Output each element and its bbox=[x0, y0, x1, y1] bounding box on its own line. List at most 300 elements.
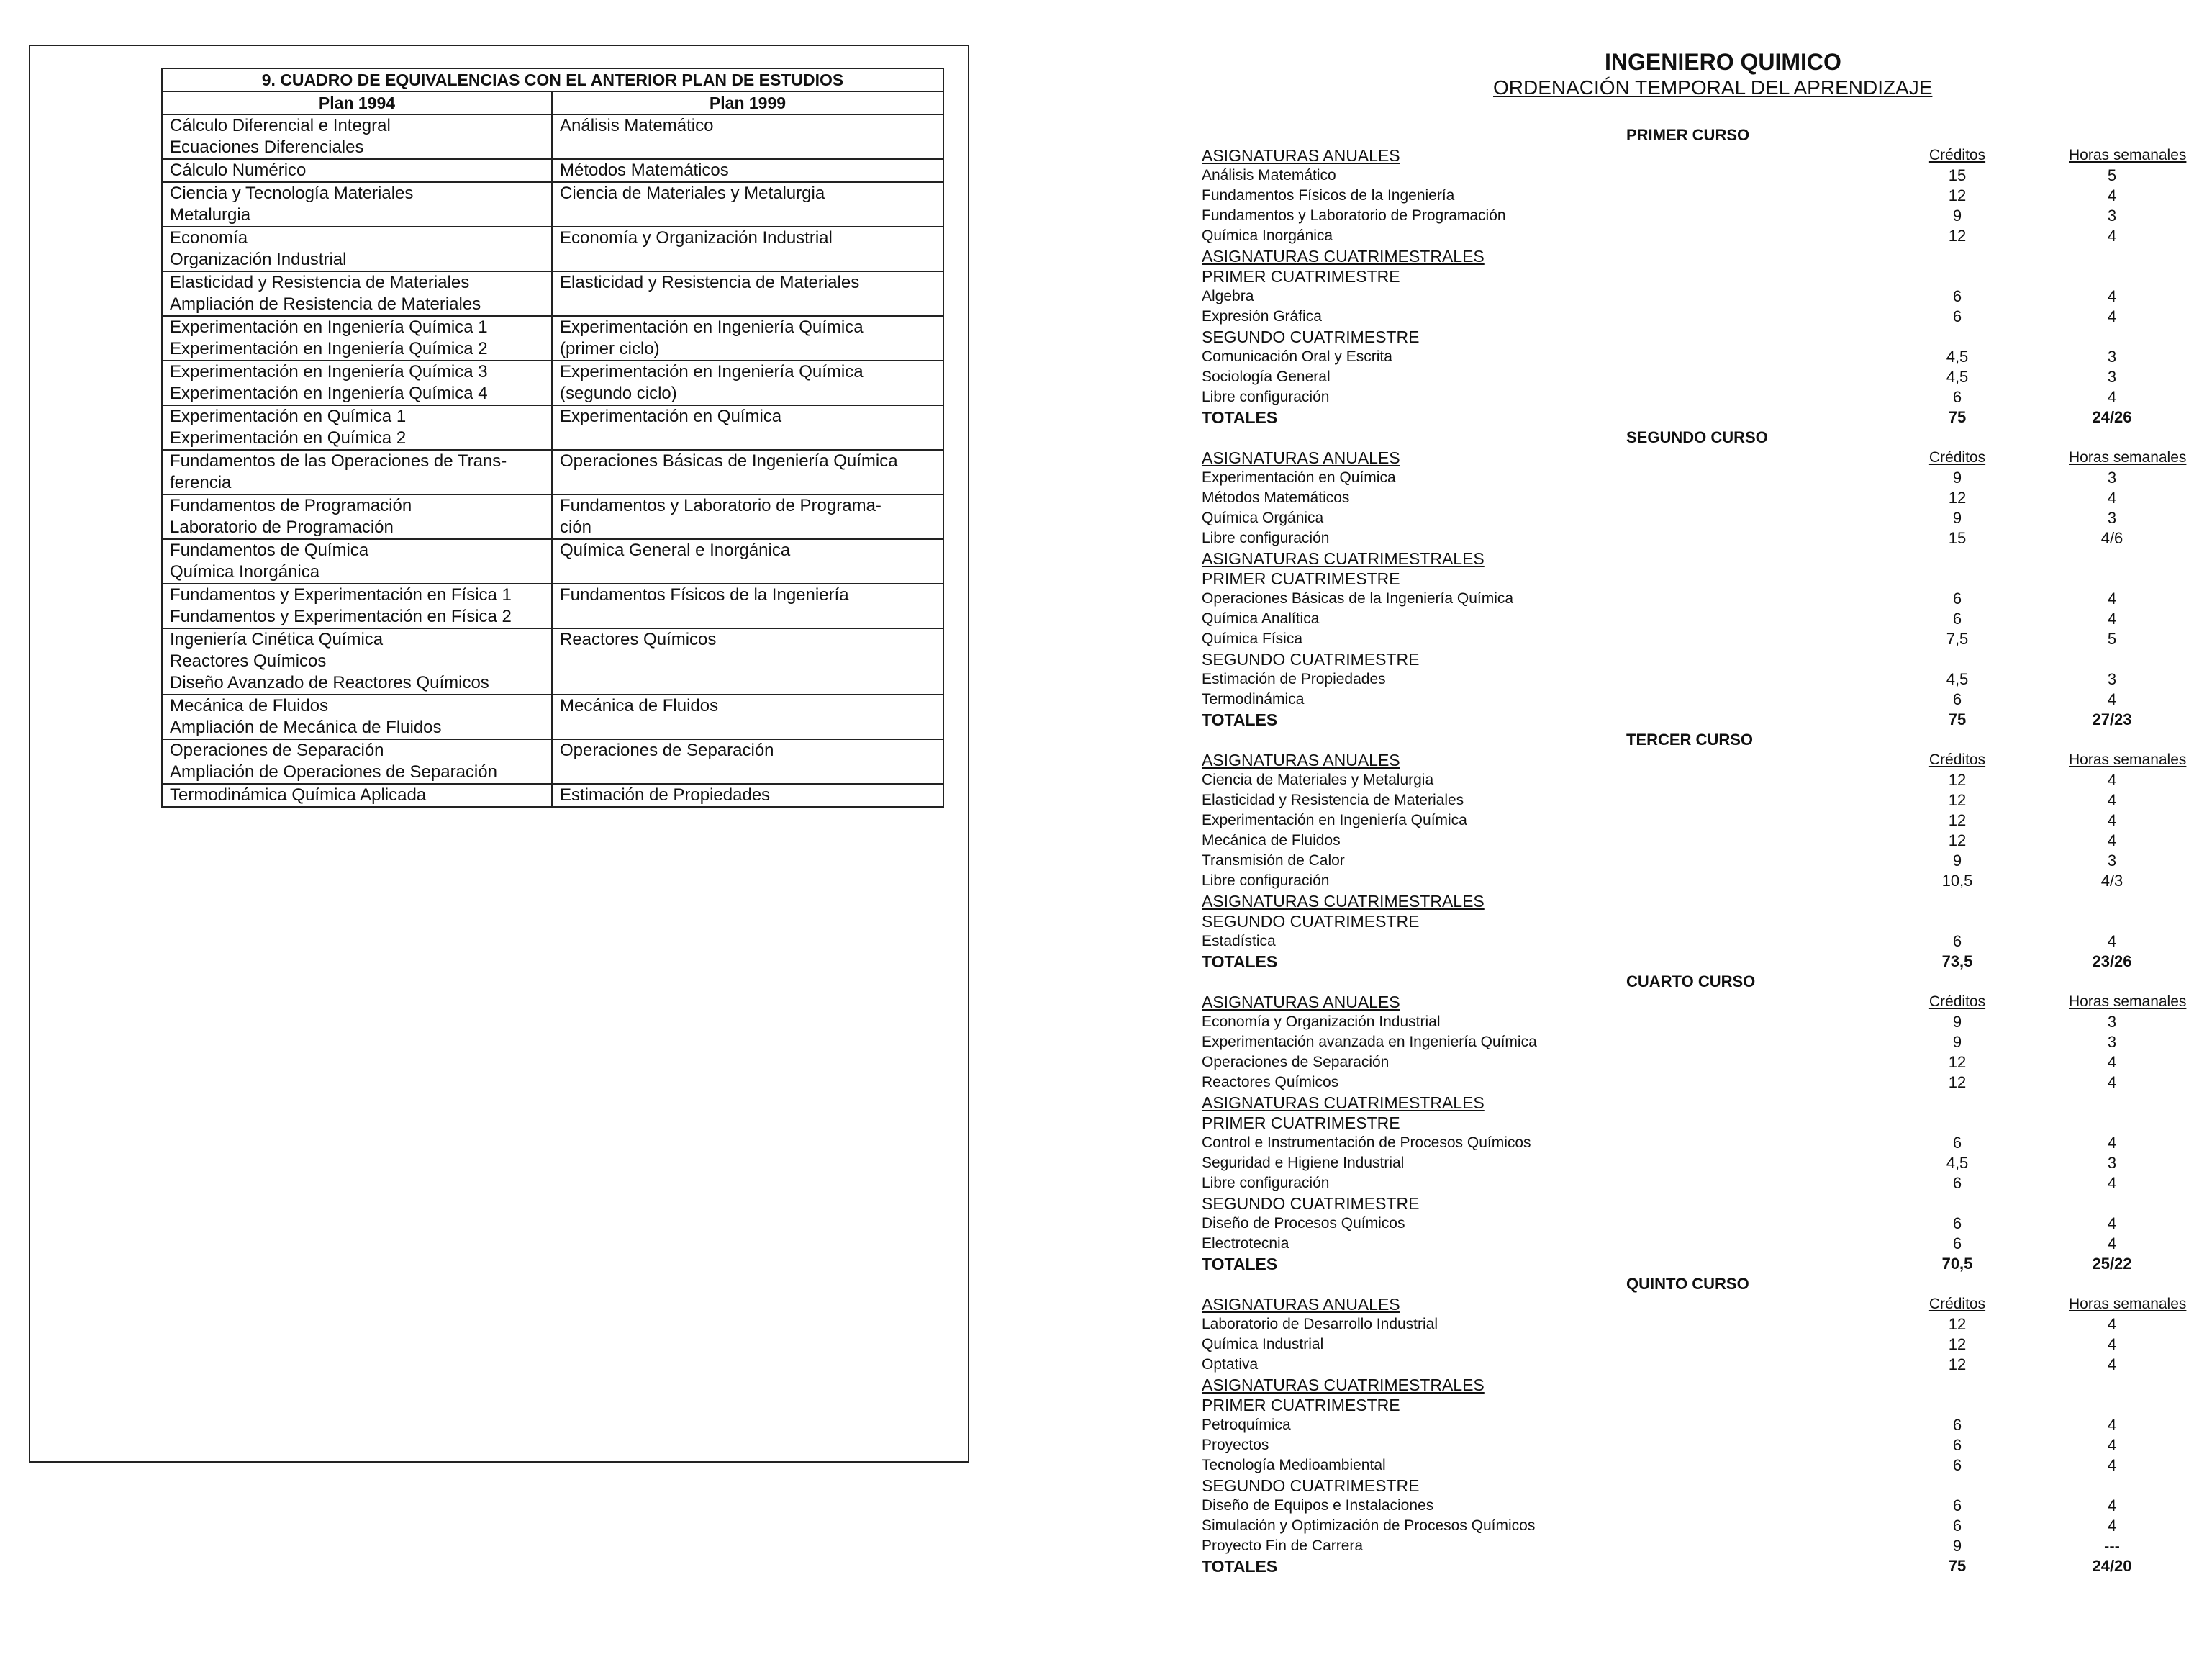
hours-value: 4 bbox=[2107, 811, 2117, 829]
subject-name: Química Orgánica bbox=[1202, 510, 1324, 526]
table-title: 9. CUADRO DE EQUIVALENCIAS CON EL ANTERIOR PLAN DE ESTUDIOS bbox=[162, 68, 943, 91]
table-row bbox=[162, 695, 943, 739]
row-label: TOTALES bbox=[1202, 952, 1278, 971]
table-row bbox=[162, 316, 943, 361]
credits-header: Créditos bbox=[1928, 147, 1986, 163]
old-plan-cell bbox=[162, 628, 552, 695]
hours-value: 3 bbox=[2107, 1013, 2117, 1031]
new-plan-cell bbox=[552, 628, 943, 695]
old-plan-cell bbox=[162, 271, 552, 316]
subject-name: Cálculo Numérico bbox=[170, 161, 307, 180]
term-heading bbox=[1202, 1113, 2195, 1133]
subject-name: Mecánica de Fluidos bbox=[170, 696, 329, 715]
subject-name: Seguridad e Higiene Industrial bbox=[1202, 1155, 1405, 1171]
credits-value: 75 bbox=[1948, 408, 1967, 426]
subject-row bbox=[1202, 1032, 2195, 1052]
hours-value: 4/6 bbox=[2100, 529, 2123, 547]
hours-value: 4 bbox=[2107, 1073, 2117, 1091]
credits-value: 6 bbox=[1952, 1234, 1962, 1252]
table-row bbox=[162, 271, 943, 316]
subject-row bbox=[1202, 488, 2195, 508]
hours-value: 3 bbox=[2107, 852, 2117, 870]
credits-value: 9 bbox=[1952, 469, 1962, 487]
hours-value: 3 bbox=[2107, 469, 2117, 487]
equivalence-rows bbox=[162, 114, 943, 807]
subject-name: Mecánica de Fluidos bbox=[560, 696, 719, 715]
subject-name: Análisis Matemático bbox=[1202, 167, 1336, 184]
subject-name: Ciencia de Materiales y Metalurgia bbox=[560, 184, 825, 203]
subject-row bbox=[1202, 347, 2195, 367]
table-row bbox=[162, 784, 943, 807]
credits-value: 12 bbox=[1948, 1355, 1967, 1373]
row-label: TOTALES bbox=[1202, 1557, 1278, 1576]
subject-name: Fundamentos Físicos de la Ingeniería bbox=[560, 585, 849, 605]
credits-value: 15 bbox=[1948, 529, 1967, 547]
subject-name: Ampliación de Mecánica de Fluidos bbox=[170, 718, 442, 737]
credits-value: 6 bbox=[1952, 1517, 1962, 1535]
subject-name: Experimentación en Ingeniería Química bbox=[560, 362, 864, 381]
row-label: QUINTO CURSO bbox=[1626, 1275, 1749, 1293]
credits-value: 6 bbox=[1952, 1214, 1962, 1232]
subject-row bbox=[1202, 1234, 2195, 1254]
subject-name: Economía y Organización Industrial bbox=[560, 228, 833, 248]
credits-value: 6 bbox=[1952, 1456, 1962, 1474]
table-row bbox=[162, 628, 943, 695]
new-plan-cell bbox=[552, 784, 943, 807]
credits-value: 6 bbox=[1952, 932, 1962, 950]
subject-name: Mecánica de Fluidos bbox=[1202, 832, 1341, 849]
hours-value: 4 bbox=[2107, 1053, 2117, 1071]
subject-name: Control e Instrumentación de Procesos Químicos bbox=[1202, 1134, 1531, 1151]
table-row bbox=[162, 739, 943, 784]
new-plan-cell bbox=[552, 695, 943, 739]
row-label: ASIGNATURAS ANUALES bbox=[1202, 146, 1400, 165]
credits-value: 7,5 bbox=[1946, 630, 1969, 648]
hours-value: 3 bbox=[2107, 207, 2117, 225]
subject-name: Elasticidad y Resistencia de Materiales bbox=[170, 273, 470, 292]
section-heading bbox=[1202, 1294, 2195, 1314]
credits-value: 75 bbox=[1948, 710, 1967, 728]
hours-value: 4 bbox=[2107, 1335, 2117, 1353]
page-title: INGENIERO QUIMICO bbox=[1605, 49, 1841, 75]
hours-value: 4 bbox=[2107, 489, 2117, 507]
subject-row bbox=[1202, 468, 2195, 488]
credits-value: 12 bbox=[1948, 1053, 1967, 1071]
subject-name: ferencia bbox=[170, 473, 232, 492]
old-plan-cell bbox=[162, 784, 552, 807]
subject-row bbox=[1202, 871, 2195, 891]
row-label: ASIGNATURAS CUATRIMESTRALES bbox=[1202, 549, 1485, 568]
subject-name: ción bbox=[560, 518, 592, 537]
subject-name: Ciencia y Tecnología Materiales bbox=[170, 184, 414, 203]
row-label: TOTALES bbox=[1202, 408, 1278, 427]
totals-row bbox=[1202, 1254, 2195, 1274]
subject-row bbox=[1202, 810, 2195, 831]
subject-row bbox=[1202, 1012, 2195, 1032]
subject-name: Operaciones de Separación bbox=[170, 741, 384, 760]
subject-name: Química Analítica bbox=[1202, 610, 1320, 627]
subject-name: Estimación de Propiedades bbox=[560, 785, 771, 805]
row-label: TOTALES bbox=[1202, 1255, 1278, 1273]
credits-value: 6 bbox=[1952, 1436, 1962, 1454]
row-label: ASIGNATURAS ANUALES bbox=[1202, 751, 1400, 769]
row-label: CUARTO CURSO bbox=[1626, 972, 1756, 990]
subject-name: Termodinámica Química Aplicada bbox=[170, 785, 427, 805]
hours-header: Horas semanales bbox=[2069, 449, 2187, 466]
table-row bbox=[162, 159, 943, 182]
subject-name: Libre configuración bbox=[1202, 1175, 1330, 1191]
subject-name: Petroquímica bbox=[1202, 1417, 1291, 1433]
hours-value: 4 bbox=[2107, 1315, 2117, 1333]
hours-value: 24/20 bbox=[2092, 1557, 2132, 1575]
subject-name: Proyecto Fin de Carrera bbox=[1202, 1537, 1364, 1554]
subject-name: Química Física bbox=[1202, 631, 1303, 647]
old-plan-cell bbox=[162, 405, 552, 450]
credits-value: 9 bbox=[1952, 207, 1962, 225]
hours-value: 5 bbox=[2107, 630, 2117, 648]
credits-value: 12 bbox=[1948, 489, 1967, 507]
new-plan-cell bbox=[552, 271, 943, 316]
credits-value: 9 bbox=[1952, 1537, 1962, 1555]
subject-name: Cálculo Diferencial e Integral bbox=[170, 116, 391, 135]
subject-name: Organización Industrial bbox=[170, 250, 347, 269]
section-heading bbox=[1202, 750, 2195, 770]
subject-row bbox=[1202, 286, 2195, 307]
subject-row bbox=[1202, 669, 2195, 690]
subject-name: Experimentación en Ingeniería Química bbox=[560, 317, 864, 337]
hours-value: 4 bbox=[2107, 932, 2117, 950]
subject-name: Economía bbox=[170, 228, 248, 248]
hours-header: Horas semanales bbox=[2069, 1296, 2187, 1312]
credits-value: 6 bbox=[1952, 1174, 1962, 1192]
hours-value: 4 bbox=[2107, 1517, 2117, 1535]
row-label: ASIGNATURAS ANUALES bbox=[1202, 448, 1400, 467]
table-row bbox=[162, 405, 943, 450]
row-label: SEGUNDO CURSO bbox=[1626, 428, 1768, 446]
subject-name: (segundo ciclo) bbox=[560, 384, 677, 403]
subject-row bbox=[1202, 589, 2195, 609]
subject-row bbox=[1202, 831, 2195, 851]
new-plan-cell bbox=[552, 159, 943, 182]
hours-value: --- bbox=[2104, 1537, 2120, 1555]
new-plan-cell bbox=[552, 182, 943, 227]
subject-name: Economía y Organización Industrial bbox=[1202, 1013, 1441, 1030]
old-plan-cell bbox=[162, 494, 552, 539]
curriculum-schedule bbox=[1202, 125, 2195, 1576]
subject-row bbox=[1202, 1435, 2195, 1455]
subject-name: Experimentación en Química bbox=[1202, 469, 1396, 486]
row-label: SEGUNDO CUATRIMESTRE bbox=[1202, 1476, 1420, 1495]
row-label: SEGUNDO CUATRIMESTRE bbox=[1202, 912, 1420, 931]
hours-value: 3 bbox=[2107, 1033, 2117, 1051]
subject-name: Fundamentos y Laboratorio de Programa- bbox=[560, 496, 881, 515]
column-header-new-plan: Plan 1999 bbox=[552, 91, 943, 114]
subject-name: Experimentación en Química 1 bbox=[170, 407, 407, 426]
course-heading bbox=[1202, 972, 2195, 992]
term-heading bbox=[1202, 649, 2195, 669]
subject-name: Química Inorgánica bbox=[170, 562, 320, 582]
credits-value: 4,5 bbox=[1946, 368, 1969, 386]
subject-row bbox=[1202, 1133, 2195, 1153]
hours-value: 4 bbox=[2107, 831, 2117, 849]
new-plan-cell bbox=[552, 114, 943, 159]
subject-name: Experimentación en Ingeniería Química 1 bbox=[170, 317, 488, 337]
hours-value: 3 bbox=[2107, 368, 2117, 386]
subject-name: Sociología General bbox=[1202, 369, 1331, 385]
old-plan-cell bbox=[162, 159, 552, 182]
hours-value: 4 bbox=[2107, 590, 2117, 608]
subject-name: Experimentación en Ingeniería Química 3 bbox=[170, 362, 488, 381]
totals-row bbox=[1202, 407, 2195, 428]
subject-name: Proyectos bbox=[1202, 1437, 1269, 1453]
section-heading bbox=[1202, 891, 2195, 911]
term-heading bbox=[1202, 1193, 2195, 1214]
new-plan-cell bbox=[552, 584, 943, 628]
subject-name: Elasticidad y Resistencia de Materiales bbox=[560, 273, 860, 292]
section-heading bbox=[1202, 992, 2195, 1012]
subject-name: Experimentación en Ingeniería Química 2 bbox=[170, 339, 488, 358]
subject-name: Reactores Químicos bbox=[560, 630, 717, 649]
subject-name: Fundamentos Físicos de la Ingeniería bbox=[1202, 187, 1455, 204]
credits-value: 12 bbox=[1948, 1315, 1967, 1333]
subject-name: Metalurgia bbox=[170, 205, 251, 225]
credits-value: 6 bbox=[1952, 287, 1962, 305]
subject-row bbox=[1202, 1214, 2195, 1234]
hours-value: 4 bbox=[2107, 1436, 2117, 1454]
subject-name: Transmisión de Calor bbox=[1202, 852, 1345, 869]
hours-value: 4 bbox=[2107, 771, 2117, 789]
subject-row bbox=[1202, 1415, 2195, 1435]
hours-value: 4 bbox=[2107, 287, 2117, 305]
hours-value: 4 bbox=[2107, 1234, 2117, 1252]
subject-name: (primer ciclo) bbox=[560, 339, 660, 358]
credits-value: 10,5 bbox=[1941, 872, 1973, 890]
credits-value: 6 bbox=[1952, 1496, 1962, 1514]
subject-name: Análisis Matemático bbox=[560, 116, 714, 135]
subject-row bbox=[1202, 186, 2195, 206]
subject-name: Laboratorio de Desarrollo Industrial bbox=[1202, 1316, 1438, 1332]
credits-value: 6 bbox=[1952, 388, 1962, 406]
column-header-old-plan: Plan 1994 bbox=[162, 91, 552, 114]
row-label: PRIMER CURSO bbox=[1626, 126, 1750, 144]
credits-value: 6 bbox=[1952, 690, 1962, 708]
new-plan-cell bbox=[552, 739, 943, 784]
subject-row bbox=[1202, 387, 2195, 407]
table-row bbox=[162, 450, 943, 494]
subject-name: Expresión Gráfica bbox=[1202, 308, 1322, 325]
hours-value: 23/26 bbox=[2092, 952, 2132, 970]
old-plan-cell bbox=[162, 539, 552, 584]
totals-row bbox=[1202, 710, 2195, 730]
subject-name: Fundamentos y Laboratorio de Programación bbox=[1202, 207, 1506, 224]
subject-row bbox=[1202, 166, 2195, 186]
credits-value: 75 bbox=[1948, 1557, 1967, 1575]
subject-name: Diseño de Procesos Químicos bbox=[1202, 1215, 1405, 1232]
subject-name: Ingeniería Cinética Química bbox=[170, 630, 384, 649]
subject-name: Operaciones Básicas de la Ingeniería Química bbox=[1202, 590, 1514, 607]
table-row bbox=[162, 539, 943, 584]
row-label: ASIGNATURAS CUATRIMESTRALES bbox=[1202, 1376, 1485, 1394]
row-label: ASIGNATURAS ANUALES bbox=[1202, 993, 1400, 1011]
subject-row bbox=[1202, 1455, 2195, 1476]
course-heading bbox=[1202, 428, 2195, 448]
subject-name: Ampliación de Operaciones de Separación bbox=[170, 762, 497, 782]
subject-row bbox=[1202, 1173, 2195, 1193]
credits-value: 12 bbox=[1948, 186, 1967, 204]
subject-name: Ciencia de Materiales y Metalurgia bbox=[1202, 772, 1434, 788]
credits-header: Créditos bbox=[1928, 751, 1986, 768]
subject-row bbox=[1202, 1052, 2195, 1072]
term-heading bbox=[1202, 1395, 2195, 1415]
credits-value: 4,5 bbox=[1946, 670, 1969, 688]
row-label: ASIGNATURAS ANUALES bbox=[1202, 1295, 1400, 1314]
row-label: PRIMER CUATRIMESTRE bbox=[1202, 267, 1400, 286]
credits-value: 6 bbox=[1952, 307, 1962, 325]
new-plan-cell bbox=[552, 361, 943, 405]
hours-value: 27/23 bbox=[2092, 710, 2132, 728]
new-plan-cell bbox=[552, 494, 943, 539]
section-heading bbox=[1202, 548, 2195, 569]
row-label: ASIGNATURAS CUATRIMESTRALES bbox=[1202, 892, 1485, 911]
subject-row bbox=[1202, 1516, 2195, 1536]
hours-value: 3 bbox=[2107, 1154, 2117, 1172]
hours-value: 24/26 bbox=[2092, 408, 2132, 426]
credits-value: 12 bbox=[1948, 227, 1967, 245]
row-label: ASIGNATURAS CUATRIMESTRALES bbox=[1202, 1093, 1485, 1112]
subject-row bbox=[1202, 1314, 2195, 1334]
subject-name: Fundamentos de Programación bbox=[170, 496, 412, 515]
table-row bbox=[162, 584, 943, 628]
old-plan-cell bbox=[162, 450, 552, 494]
term-heading bbox=[1202, 911, 2195, 931]
subject-name: Experimentación en Ingeniería Química bbox=[1202, 812, 1467, 828]
subject-row bbox=[1202, 1536, 2195, 1556]
credits-value: 6 bbox=[1952, 1416, 1962, 1434]
totals-row bbox=[1202, 1556, 2195, 1576]
credits-value: 4,5 bbox=[1946, 348, 1969, 366]
course-heading bbox=[1202, 125, 2195, 145]
row-label: SEGUNDO CUATRIMESTRE bbox=[1202, 328, 1420, 346]
subject-name: Electrotecnia bbox=[1202, 1235, 1289, 1252]
section-heading bbox=[1202, 145, 2195, 166]
subject-row bbox=[1202, 1355, 2195, 1375]
section-heading bbox=[1202, 448, 2195, 468]
hours-value: 4 bbox=[2107, 1496, 2117, 1514]
subject-name: Métodos Matemáticos bbox=[1202, 489, 1350, 506]
hours-value: 4 bbox=[2107, 388, 2117, 406]
credits-value: 12 bbox=[1948, 1335, 1967, 1353]
old-plan-cell bbox=[162, 584, 552, 628]
credits-header: Créditos bbox=[1928, 993, 1986, 1010]
table-row bbox=[162, 361, 943, 405]
credits-value: 9 bbox=[1952, 509, 1962, 527]
subject-row bbox=[1202, 770, 2195, 790]
hours-value: 4 bbox=[2107, 1456, 2117, 1474]
credits-value: 12 bbox=[1948, 1073, 1967, 1091]
subject-name: Estimación de Propiedades bbox=[1202, 671, 1386, 687]
term-heading bbox=[1202, 327, 2195, 347]
equivalence-table bbox=[161, 68, 944, 808]
subject-row bbox=[1202, 851, 2195, 871]
subject-name: Experimentación en Química 2 bbox=[170, 428, 407, 448]
new-plan-cell bbox=[552, 227, 943, 271]
hours-header: Horas semanales bbox=[2069, 993, 2187, 1010]
term-heading bbox=[1202, 1476, 2195, 1496]
hours-header: Horas semanales bbox=[2069, 751, 2187, 768]
subject-name: Libre configuración bbox=[1202, 530, 1330, 546]
credits-value: 12 bbox=[1948, 811, 1967, 829]
subject-name: Algebra bbox=[1202, 288, 1254, 304]
old-plan-cell bbox=[162, 227, 552, 271]
subject-row bbox=[1202, 1072, 2195, 1093]
subject-name: Termodinámica bbox=[1202, 691, 1305, 708]
subject-name: Química Inorgánica bbox=[1202, 227, 1333, 244]
credits-value: 12 bbox=[1948, 791, 1967, 809]
subject-row bbox=[1202, 307, 2195, 327]
hours-value: 4 bbox=[2107, 610, 2117, 628]
table-row bbox=[162, 114, 943, 159]
subject-row bbox=[1202, 367, 2195, 387]
hours-header: Horas semanales bbox=[2069, 147, 2187, 163]
subject-row bbox=[1202, 528, 2195, 548]
credits-header: Créditos bbox=[1928, 1296, 1986, 1312]
subject-name: Ampliación de Resistencia de Materiales bbox=[170, 294, 481, 314]
subject-name: Diseño de Equipos e Instalaciones bbox=[1202, 1497, 1434, 1514]
hours-value: 4 bbox=[2107, 791, 2117, 809]
subject-name: Optativa bbox=[1202, 1356, 1259, 1373]
subject-name: Libre configuración bbox=[1202, 389, 1330, 405]
section-heading bbox=[1202, 1093, 2195, 1113]
hours-value: 4 bbox=[2107, 227, 2117, 245]
left-page bbox=[29, 45, 969, 1463]
hours-value: 4 bbox=[2107, 690, 2117, 708]
subject-name: Química General e Inorgánica bbox=[560, 541, 791, 560]
term-heading bbox=[1202, 569, 2195, 589]
row-label: SEGUNDO CUATRIMESTRE bbox=[1202, 650, 1420, 669]
subject-name: Comunicación Oral y Escrita bbox=[1202, 348, 1392, 365]
new-plan-cell bbox=[552, 405, 943, 450]
credits-value: 9 bbox=[1952, 852, 1962, 870]
credits-value: 6 bbox=[1952, 610, 1962, 628]
course-heading bbox=[1202, 730, 2195, 750]
subject-row bbox=[1202, 508, 2195, 528]
page-subtitle: ORDENACIÓN TEMPORAL DEL APRENDIZAJE bbox=[1493, 76, 1933, 99]
hours-value: 4 bbox=[2107, 1214, 2117, 1232]
subject-row bbox=[1202, 629, 2195, 649]
subject-name: Laboratorio de Programación bbox=[170, 518, 394, 537]
subject-row bbox=[1202, 206, 2195, 226]
credits-value: 4,5 bbox=[1946, 1154, 1969, 1172]
row-label: PRIMER CUATRIMESTRE bbox=[1202, 1396, 1400, 1414]
old-plan-cell bbox=[162, 316, 552, 361]
subject-row bbox=[1202, 1496, 2195, 1516]
subject-name: Química Industrial bbox=[1202, 1336, 1324, 1352]
hours-value: 4 bbox=[2107, 307, 2117, 325]
table-row bbox=[162, 227, 943, 271]
row-label: PRIMER CUATRIMESTRE bbox=[1202, 569, 1400, 588]
subject-name: Elasticidad y Resistencia de Materiales bbox=[1202, 792, 1464, 808]
subject-name: Libre configuración bbox=[1202, 872, 1330, 889]
totals-row bbox=[1202, 952, 2195, 972]
subject-name: Operaciones Básicas de Ingeniería Química bbox=[560, 451, 898, 471]
subject-name: Reactores Químicos bbox=[170, 651, 327, 671]
row-label: TERCER CURSO bbox=[1626, 731, 1754, 749]
subject-name: Ecuaciones Diferenciales bbox=[170, 137, 364, 157]
hours-value: 25/22 bbox=[2092, 1255, 2132, 1273]
hours-value: 3 bbox=[2107, 348, 2117, 366]
credits-value: 6 bbox=[1952, 1134, 1962, 1152]
row-label: PRIMER CUATRIMESTRE bbox=[1202, 1114, 1400, 1132]
